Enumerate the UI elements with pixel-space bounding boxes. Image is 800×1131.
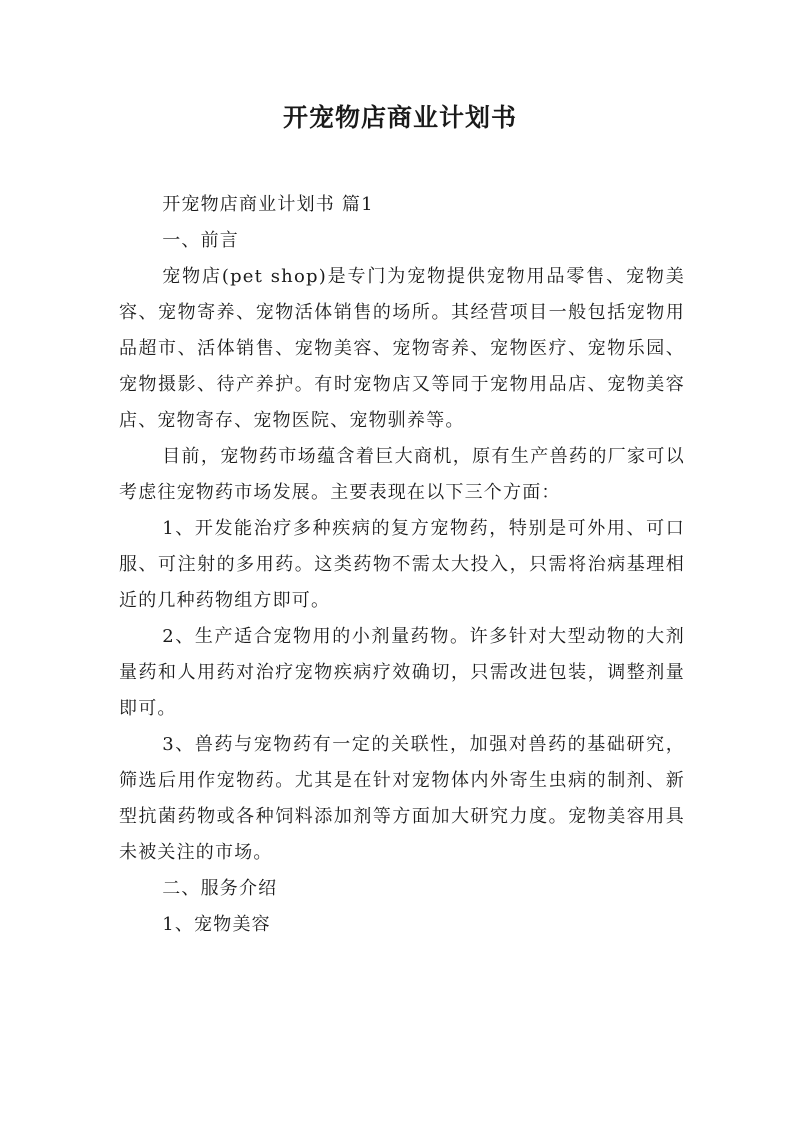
document-title: 开宠物店商业计划书 xyxy=(282,103,517,132)
section-heading: 二、服务介绍 xyxy=(162,878,278,899)
list-paragraph: 2、生产适合宠物用的小剂量药物。许多针对大型动物的大剂量药和人用药对治疗宠物疾病疗效确切，只需改进包装，调整剂量即可。 xyxy=(119,626,685,719)
list-paragraph: 1、开发能治疗多种疾病的复方宠物药，特别是可外用、可口服、可注射的多用药。这类药物不需太大投入，只需将治病基理相近的几种药物组方即可。 xyxy=(119,518,685,611)
body-paragraph: 宠物店(pet shop)是专门为宠物提供宠物用品零售、宠物美容、宠物寄养、宠物活体销售的场所。其经营项目一般包括宠物用品超市、活体销售、宠物美容、宠物寄养、宠物医疗、宠物乐园、宠物摄影、待产养护。有时宠物店又等同于宠物用品店、宠物美容店、宠物寄存、宠物医院、宠物驯养等。 xyxy=(119,266,685,431)
list-paragraph: 3、兽药与宠物药有一定的关联性，加强对兽药的基础研究，筛选后用作宠物药。尤其是在针对宠物体内外寄生虫病的制剂、新型抗菌药物或各种饲料添加剂等方面加大研究力度。宠物美容用具未被关注的市场。 xyxy=(119,734,685,863)
body-paragraph: 目前，宠物药市场蕴含着巨大商机，原有生产兽药的厂家可以考虑往宠物药市场发展。主要表现在以下三个方面： xyxy=(119,446,685,503)
document-body xyxy=(119,187,685,943)
section-heading: 一、前言 xyxy=(162,230,239,251)
subsection-heading: 1、宠物美容 xyxy=(162,914,271,935)
section-heading: 开宠物店商业计划书 篇1 xyxy=(162,194,374,215)
